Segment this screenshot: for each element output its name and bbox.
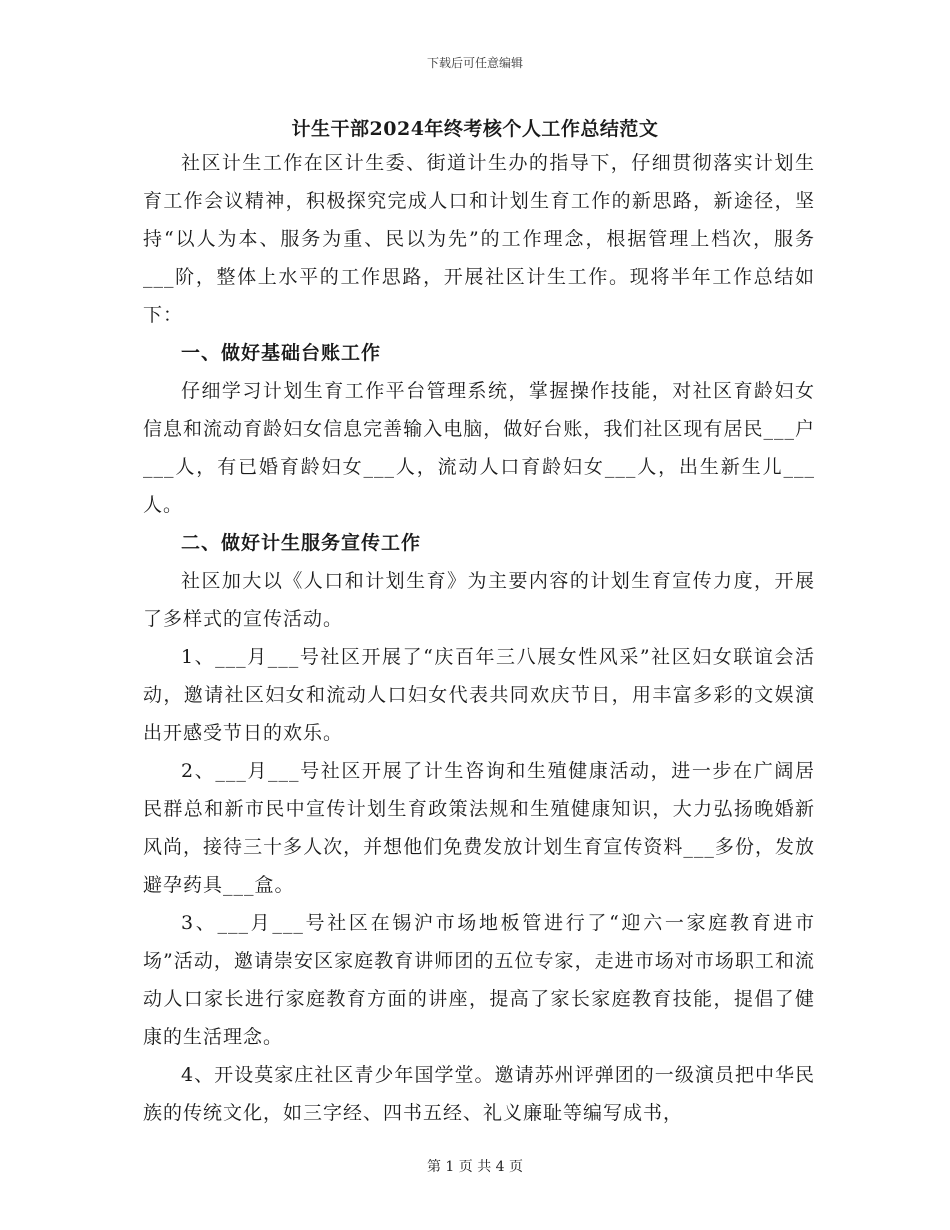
- section-heading-1: 一、做好基础台账工作: [181, 342, 382, 364]
- section-2-intro-paragraph: 社区加大以《人口和计划生育》为主要内容的计划生育宣传力度，开展了多样式的宣传活动。: [143, 570, 815, 630]
- item-3-paragraph: 3、___月___号社区在锡沪市场地板管进行了“迎六一家庭教育进市场”活动，邀请崇安区家庭教育讲师团的五位专家，走进市场对市场职工和流动人口家长进行家庭教育方面的讲座，提高了家长家庭教育技能，提倡了健康的生活理念。: [143, 912, 815, 1048]
- item-1-paragraph: 1、___月___号社区开展了“庆百年三八展女性风采”社区妇女联谊会活动，邀请社区妇女和流动人口妇女代表共同欢庆节日，用丰富多彩的文娱演出开感受节日的欢乐。: [143, 646, 815, 744]
- item-2-paragraph: 2、___月___号社区开展了计生咨询和生殖健康活动，进一步在广阔居民群总和新市民中宣传计划生育政策法规和生殖健康知识，大力弘扬晚婚新风尚，接待三十多人次，并想他们免费发放计划生育宣传资料___多份，发放避孕药具___盒。: [143, 760, 815, 896]
- document-title: 计生干部2024年终考核个人工作总结范文: [291, 118, 659, 140]
- section-1-paragraph: 仔细学习计划生育工作平台管理系统，掌握操作技能，对社区育龄妇女信息和流动育龄妇女信息完善输入电脑，做好台账，我们社区现有居民___户___人，有已婚育龄妇女___人，流动人口育龄妇女___人，出生新生儿___人。: [143, 380, 815, 516]
- document-body: [143, 144, 815, 1132]
- item-4-paragraph: 4、开设莫家庄社区青少年国学堂。邀请苏州评弹团的一级演员把中华民族的传统文化，如三字经、四书五经、礼义廉耻等编写成书，: [143, 1064, 815, 1124]
- page-footer: 第 1 页 共 4 页: [426, 1159, 524, 1175]
- intro-paragraph: 社区计生工作在区计生委、街道计生办的指导下，仔细贯彻落实计划生育工作会议精神，积极探究完成人口和计划生育工作的新思路，新途径，坚持“以人为本、服务为重、民以为先”的工作理念，根据管理上档次，服务___阶，整体上水平的工作思路，开展社区计生工作。现将半年工作总结如下：: [143, 152, 815, 326]
- section-heading-2: 二、做好计生服务宣传工作: [181, 532, 422, 554]
- header-note: 下载后可任意编辑: [426, 56, 523, 70]
